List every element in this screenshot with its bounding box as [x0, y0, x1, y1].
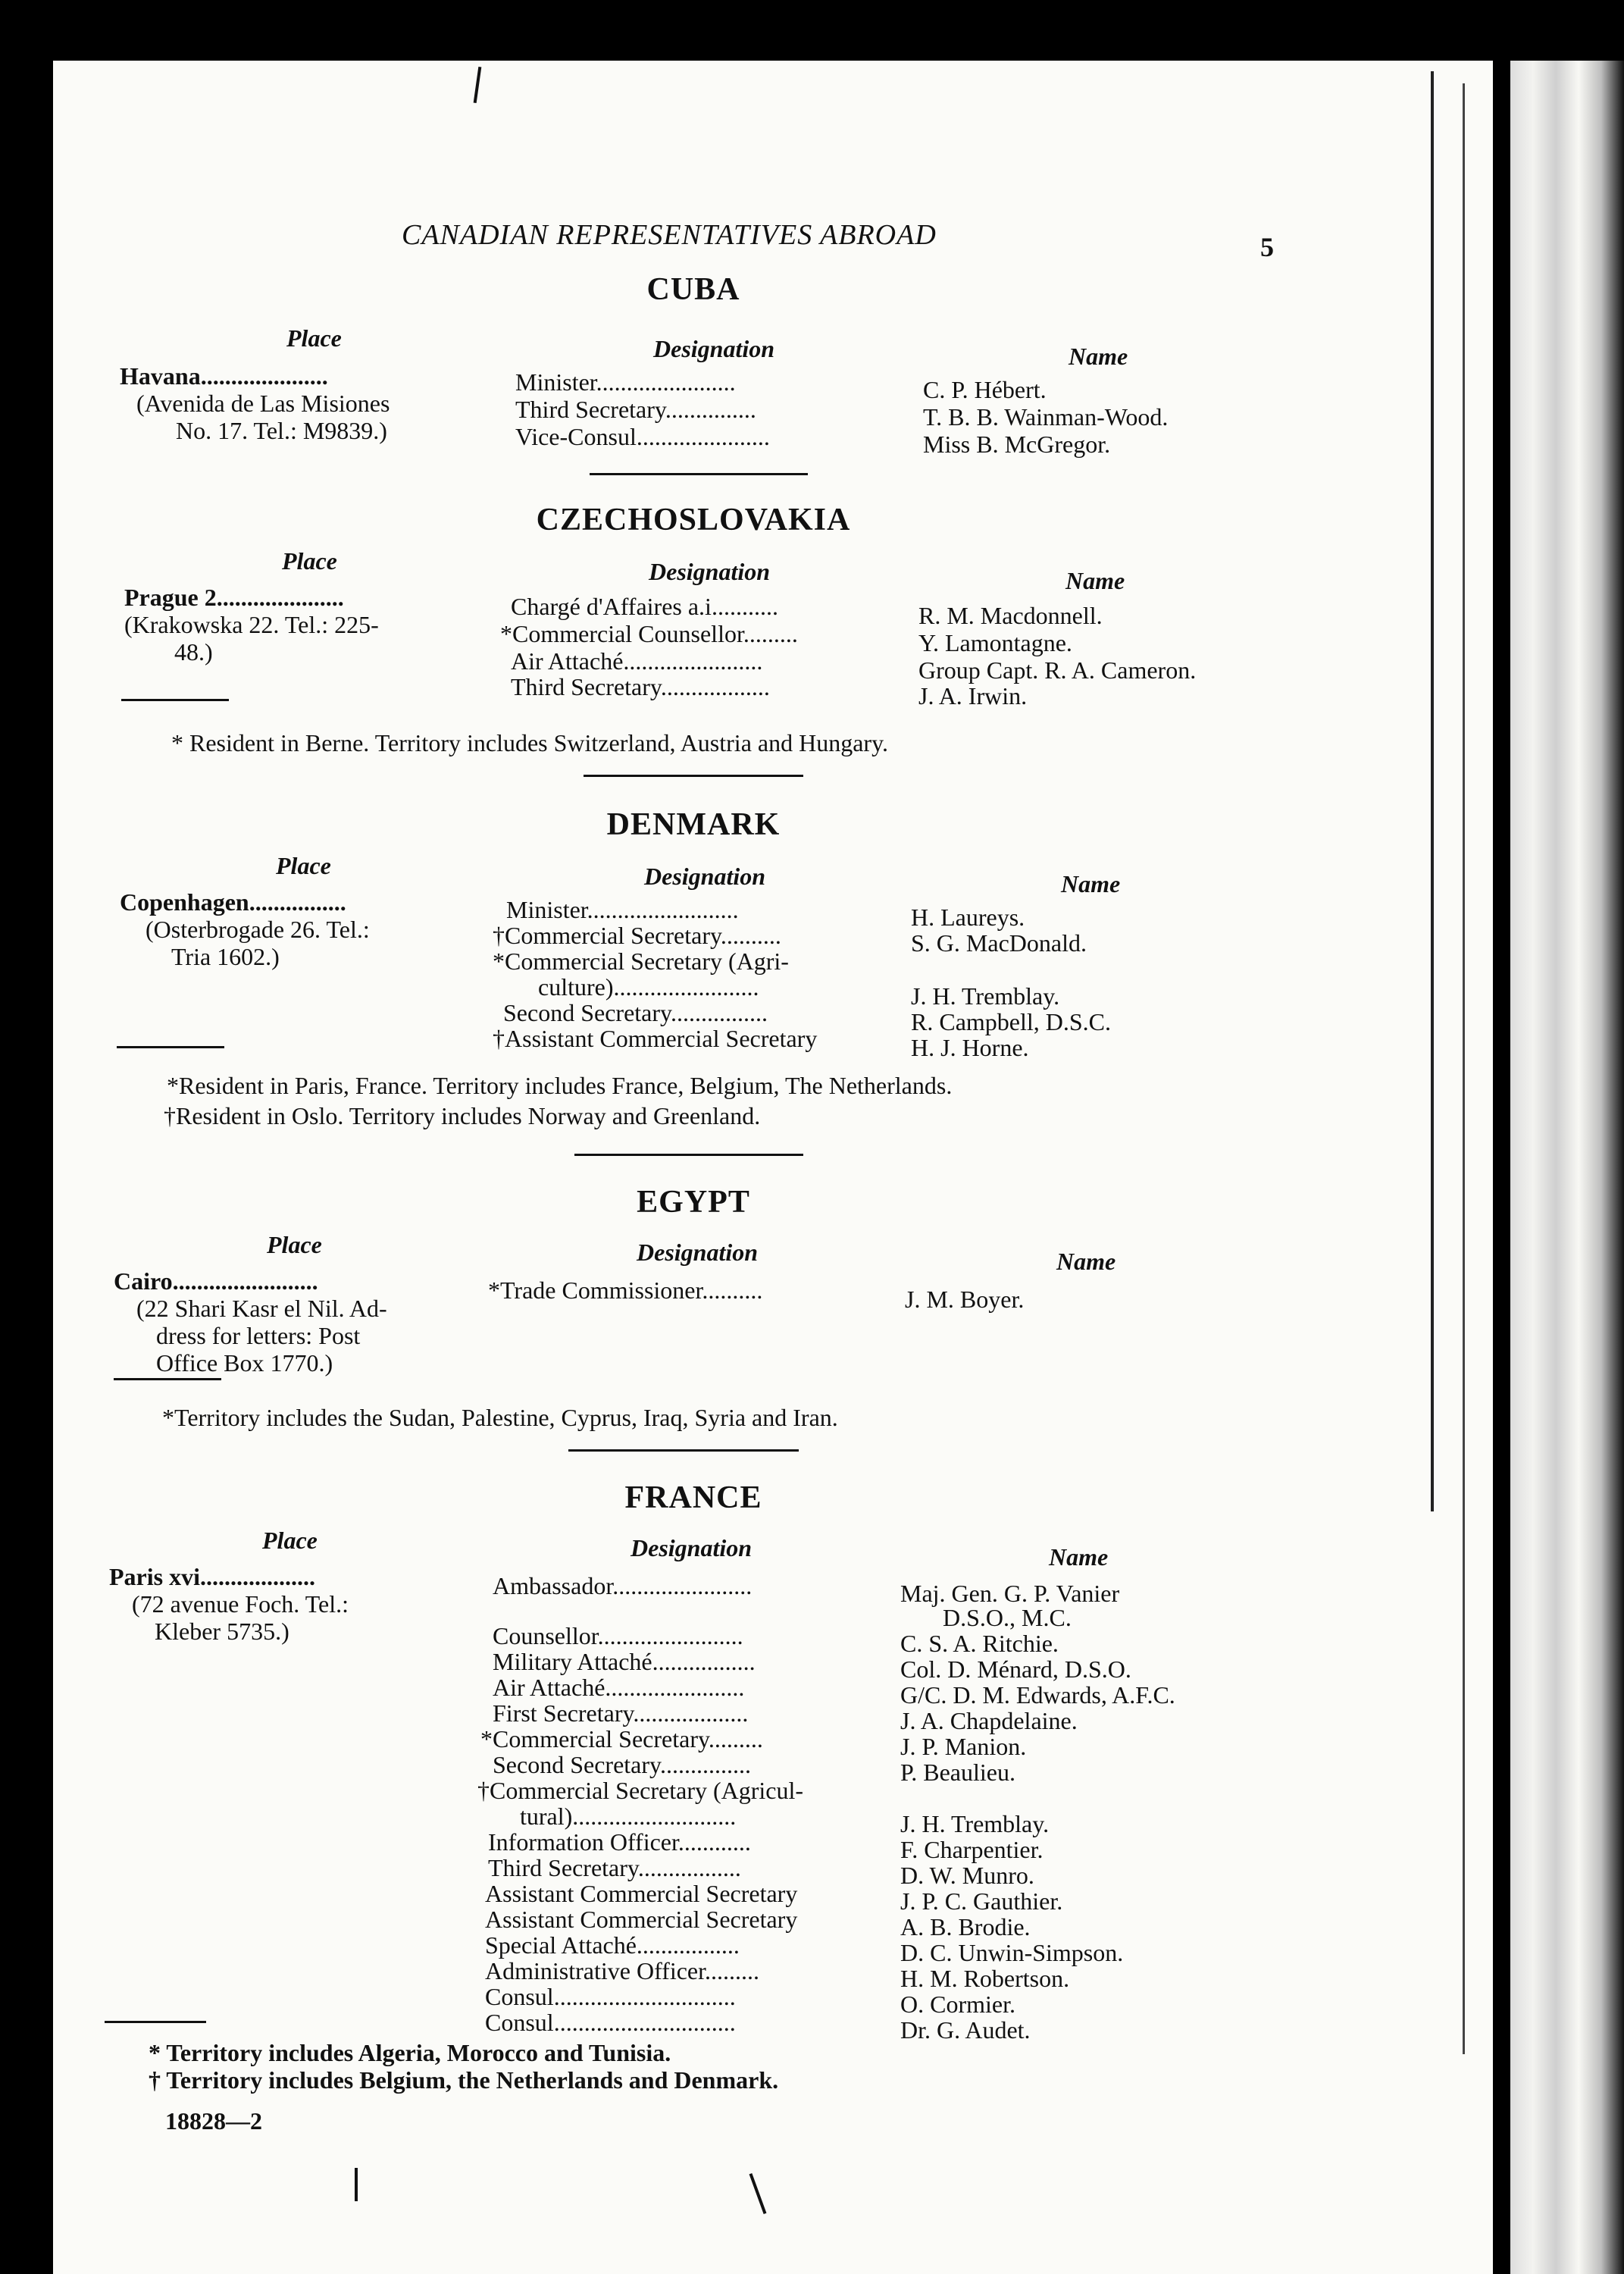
name-line: H. J. Horne. [911, 1034, 1029, 1061]
running-head: CANADIAN REPRESENTATIVES ABROAD [402, 219, 937, 251]
designation-line: Counsellor........................ [493, 1622, 743, 1649]
footnote: * Resident in Berne. Territory includes Switzerland, Austria and Hungary. [171, 729, 888, 756]
footnote-rule [105, 2021, 206, 2023]
name-line: S. G. MacDonald. [911, 929, 1087, 957]
name-line: Y. Lamontagne. [918, 629, 1072, 656]
name-line: J. M. Boyer. [905, 1286, 1025, 1313]
designation-line: *Commercial Secretary (Agri- [493, 948, 789, 975]
place-line: dress for letters: Post [156, 1322, 361, 1349]
footnote: *Territory includes the Sudan, Palestine, Cyprus, Iraq, Syria and Iran. [162, 1404, 838, 1431]
designation-line: Consul.............................. [485, 1983, 736, 2010]
footnote: † Territory includes Belgium, the Netherlands and Denmark. [149, 2066, 779, 2094]
name-line: O. Cormier. [900, 1991, 1015, 2018]
designation-line: *Trade Commissioner.......... [488, 1276, 763, 1304]
name-line: Group Capt. R. A. Cameron. [918, 656, 1197, 684]
name-line: J. A. Irwin. [918, 682, 1028, 709]
name-line: H. Laureys. [911, 904, 1025, 931]
place-line: Cairo........................ [114, 1267, 318, 1295]
footnote: †Resident in Oslo. Territory includes Norway and Greenland. [164, 1102, 761, 1129]
col-header-name: Name [1065, 567, 1125, 594]
designation-line: Information Officer............ [488, 1828, 751, 1856]
designation-line: †Commercial Secretary (Agricul- [477, 1777, 804, 1804]
name-line: J. P. Manion. [900, 1733, 1027, 1760]
name-line: J. H. Tremblay. [911, 982, 1060, 1010]
designation-line: †Commercial Secretary.......... [493, 922, 781, 949]
footnote: * Territory includes Algeria, Morocco and Tunisia. [149, 2039, 671, 2066]
designation-line: *Commercial Secretary......... [480, 1725, 763, 1752]
name-line: J. A. Chapdelaine. [900, 1707, 1078, 1734]
designation-line: Ambassador....................... [493, 1572, 753, 1599]
designation-line: Vice-Consul...................... [515, 423, 770, 450]
col-header-place: Place [262, 1527, 318, 1554]
col-header-place: Place [276, 852, 331, 879]
designation-line: Chargé d'Affaires a.i........... [511, 593, 778, 620]
page-gutter-line [1431, 71, 1434, 1511]
designation-line: Administrative Officer......... [485, 1957, 759, 1984]
section-divider [590, 473, 808, 475]
designation-line: Special Attaché................. [485, 1931, 740, 1959]
place-line: (Krakowska 22. Tel.: 225- [124, 611, 379, 638]
name-line: F. Charpentier. [900, 1836, 1044, 1863]
name-line: H. M. Robertson. [900, 1965, 1070, 1992]
section-title-cuba: CUBA [646, 272, 740, 307]
name-line: D.S.O., M.C. [943, 1604, 1072, 1631]
place-line: Kleber 5735.) [155, 1618, 289, 1645]
name-line: Miss B. McGregor. [923, 431, 1111, 458]
page-number: 5 [1260, 232, 1274, 262]
designation-line: Second Secretary............... [493, 1751, 751, 1778]
designation-line: Minister....................... [515, 368, 736, 396]
place-line: Office Box 1770.) [156, 1349, 333, 1377]
name-line: T. B. B. Wainman-Wood. [923, 403, 1169, 431]
section-divider [568, 1449, 799, 1452]
name-line: Maj. Gen. G. P. Vanier [900, 1580, 1120, 1607]
designation-line: Air Attaché....................... [493, 1674, 745, 1701]
col-header-place: Place [282, 547, 337, 575]
footnote: *Resident in Paris, France. Territory includes France, Belgium, The Netherlands. [167, 1072, 953, 1099]
place-line: (Avenida de Las Misiones [136, 390, 390, 417]
name-line: R. Campbell, D.S.C. [911, 1008, 1112, 1035]
designation-line: †Assistant Commercial Secretary [493, 1025, 818, 1052]
col-header-place: Place [286, 324, 342, 352]
name-line: A. B. Brodie. [900, 1913, 1031, 1940]
place-line: Havana..................... [120, 362, 328, 390]
designation-line: First Secretary................... [493, 1699, 749, 1727]
col-header-name: Name [1061, 870, 1121, 897]
place-line: No. 17. Tel.: M9839.) [176, 417, 387, 444]
designation-line: Third Secretary............... [515, 396, 756, 423]
col-header-designation: Designation [637, 1239, 759, 1266]
footnote-rule [117, 1046, 224, 1048]
name-line: C. S. A. Ritchie. [900, 1630, 1059, 1657]
designation-line: Third Secretary................. [488, 1854, 741, 1881]
col-header-place: Place [267, 1231, 322, 1258]
col-header-designation: Designation [653, 335, 775, 362]
place-line: Paris xvi................... [109, 1563, 315, 1590]
col-header-designation: Designation [649, 558, 771, 585]
section-title-france: FRANCE [624, 1480, 762, 1515]
section-title-denmark: DENMARK [606, 807, 781, 842]
place-line: Copenhagen................ [120, 888, 346, 916]
designation-line: *Commercial Counsellor......... [500, 620, 798, 647]
name-line: D. W. Munro. [900, 1862, 1034, 1889]
section-title-czechoslovakia: CZECHOSLOVAKIA [536, 503, 851, 537]
name-line: C. P. Hébert. [923, 376, 1047, 403]
section-divider [574, 1154, 803, 1156]
name-line: G/C. D. M. Edwards, A.F.C. [900, 1681, 1175, 1709]
designation-line: culture)........................ [538, 973, 759, 1001]
section-title-egypt: EGYPT [637, 1185, 750, 1220]
designation-line: Third Secretary.................. [511, 673, 770, 700]
place-line: (Osterbrogade 26. Tel.: [146, 916, 370, 943]
designation-line: Consul.............................. [485, 2009, 736, 2036]
designation-line: Military Attaché................. [493, 1648, 756, 1675]
place-line: (22 Shari Kasr el Nil. Ad- [136, 1295, 387, 1322]
section-divider [584, 775, 803, 777]
col-header-name: Name [1069, 343, 1128, 370]
name-line: P. Beaulieu. [900, 1759, 1015, 1786]
print-code: 18828—2 [165, 2107, 262, 2135]
col-header-name: Name [1056, 1248, 1116, 1275]
col-header-designation: Designation [644, 863, 766, 890]
footnote-rule [114, 1378, 221, 1380]
place-line: (72 avenue Foch. Tel.: [132, 1590, 349, 1618]
scan-mark [355, 2168, 358, 2201]
name-line: Col. D. Ménard, D.S.O. [900, 1655, 1131, 1683]
designation-line: Assistant Commercial Secretary [485, 1880, 798, 1907]
page-gutter-line [1463, 83, 1465, 2054]
designation-line: Assistant Commercial Secretary [485, 1906, 798, 1933]
name-line: R. M. Macdonnell. [918, 602, 1103, 629]
footnote-rule [121, 699, 229, 701]
designation-line: Minister......................... [506, 896, 739, 923]
page-edge [1510, 61, 1624, 2274]
name-line: Dr. G. Audet. [900, 2016, 1031, 2044]
name-line: J. P. C. Gauthier. [900, 1887, 1063, 1915]
place-line: 48.) [174, 638, 213, 666]
place-line: Tria 1602.) [171, 943, 280, 970]
designation-line: Air Attaché....................... [511, 647, 763, 675]
name-line: J. H. Tremblay. [900, 1810, 1050, 1837]
col-header-designation: Designation [631, 1534, 753, 1561]
designation-line: tural)........................... [520, 1803, 737, 1830]
place-line: Prague 2..................... [124, 584, 344, 611]
col-header-name: Name [1049, 1543, 1109, 1571]
name-line: D. C. Unwin-Simpson. [900, 1939, 1124, 1966]
designation-line: Second Secretary................ [503, 999, 768, 1026]
